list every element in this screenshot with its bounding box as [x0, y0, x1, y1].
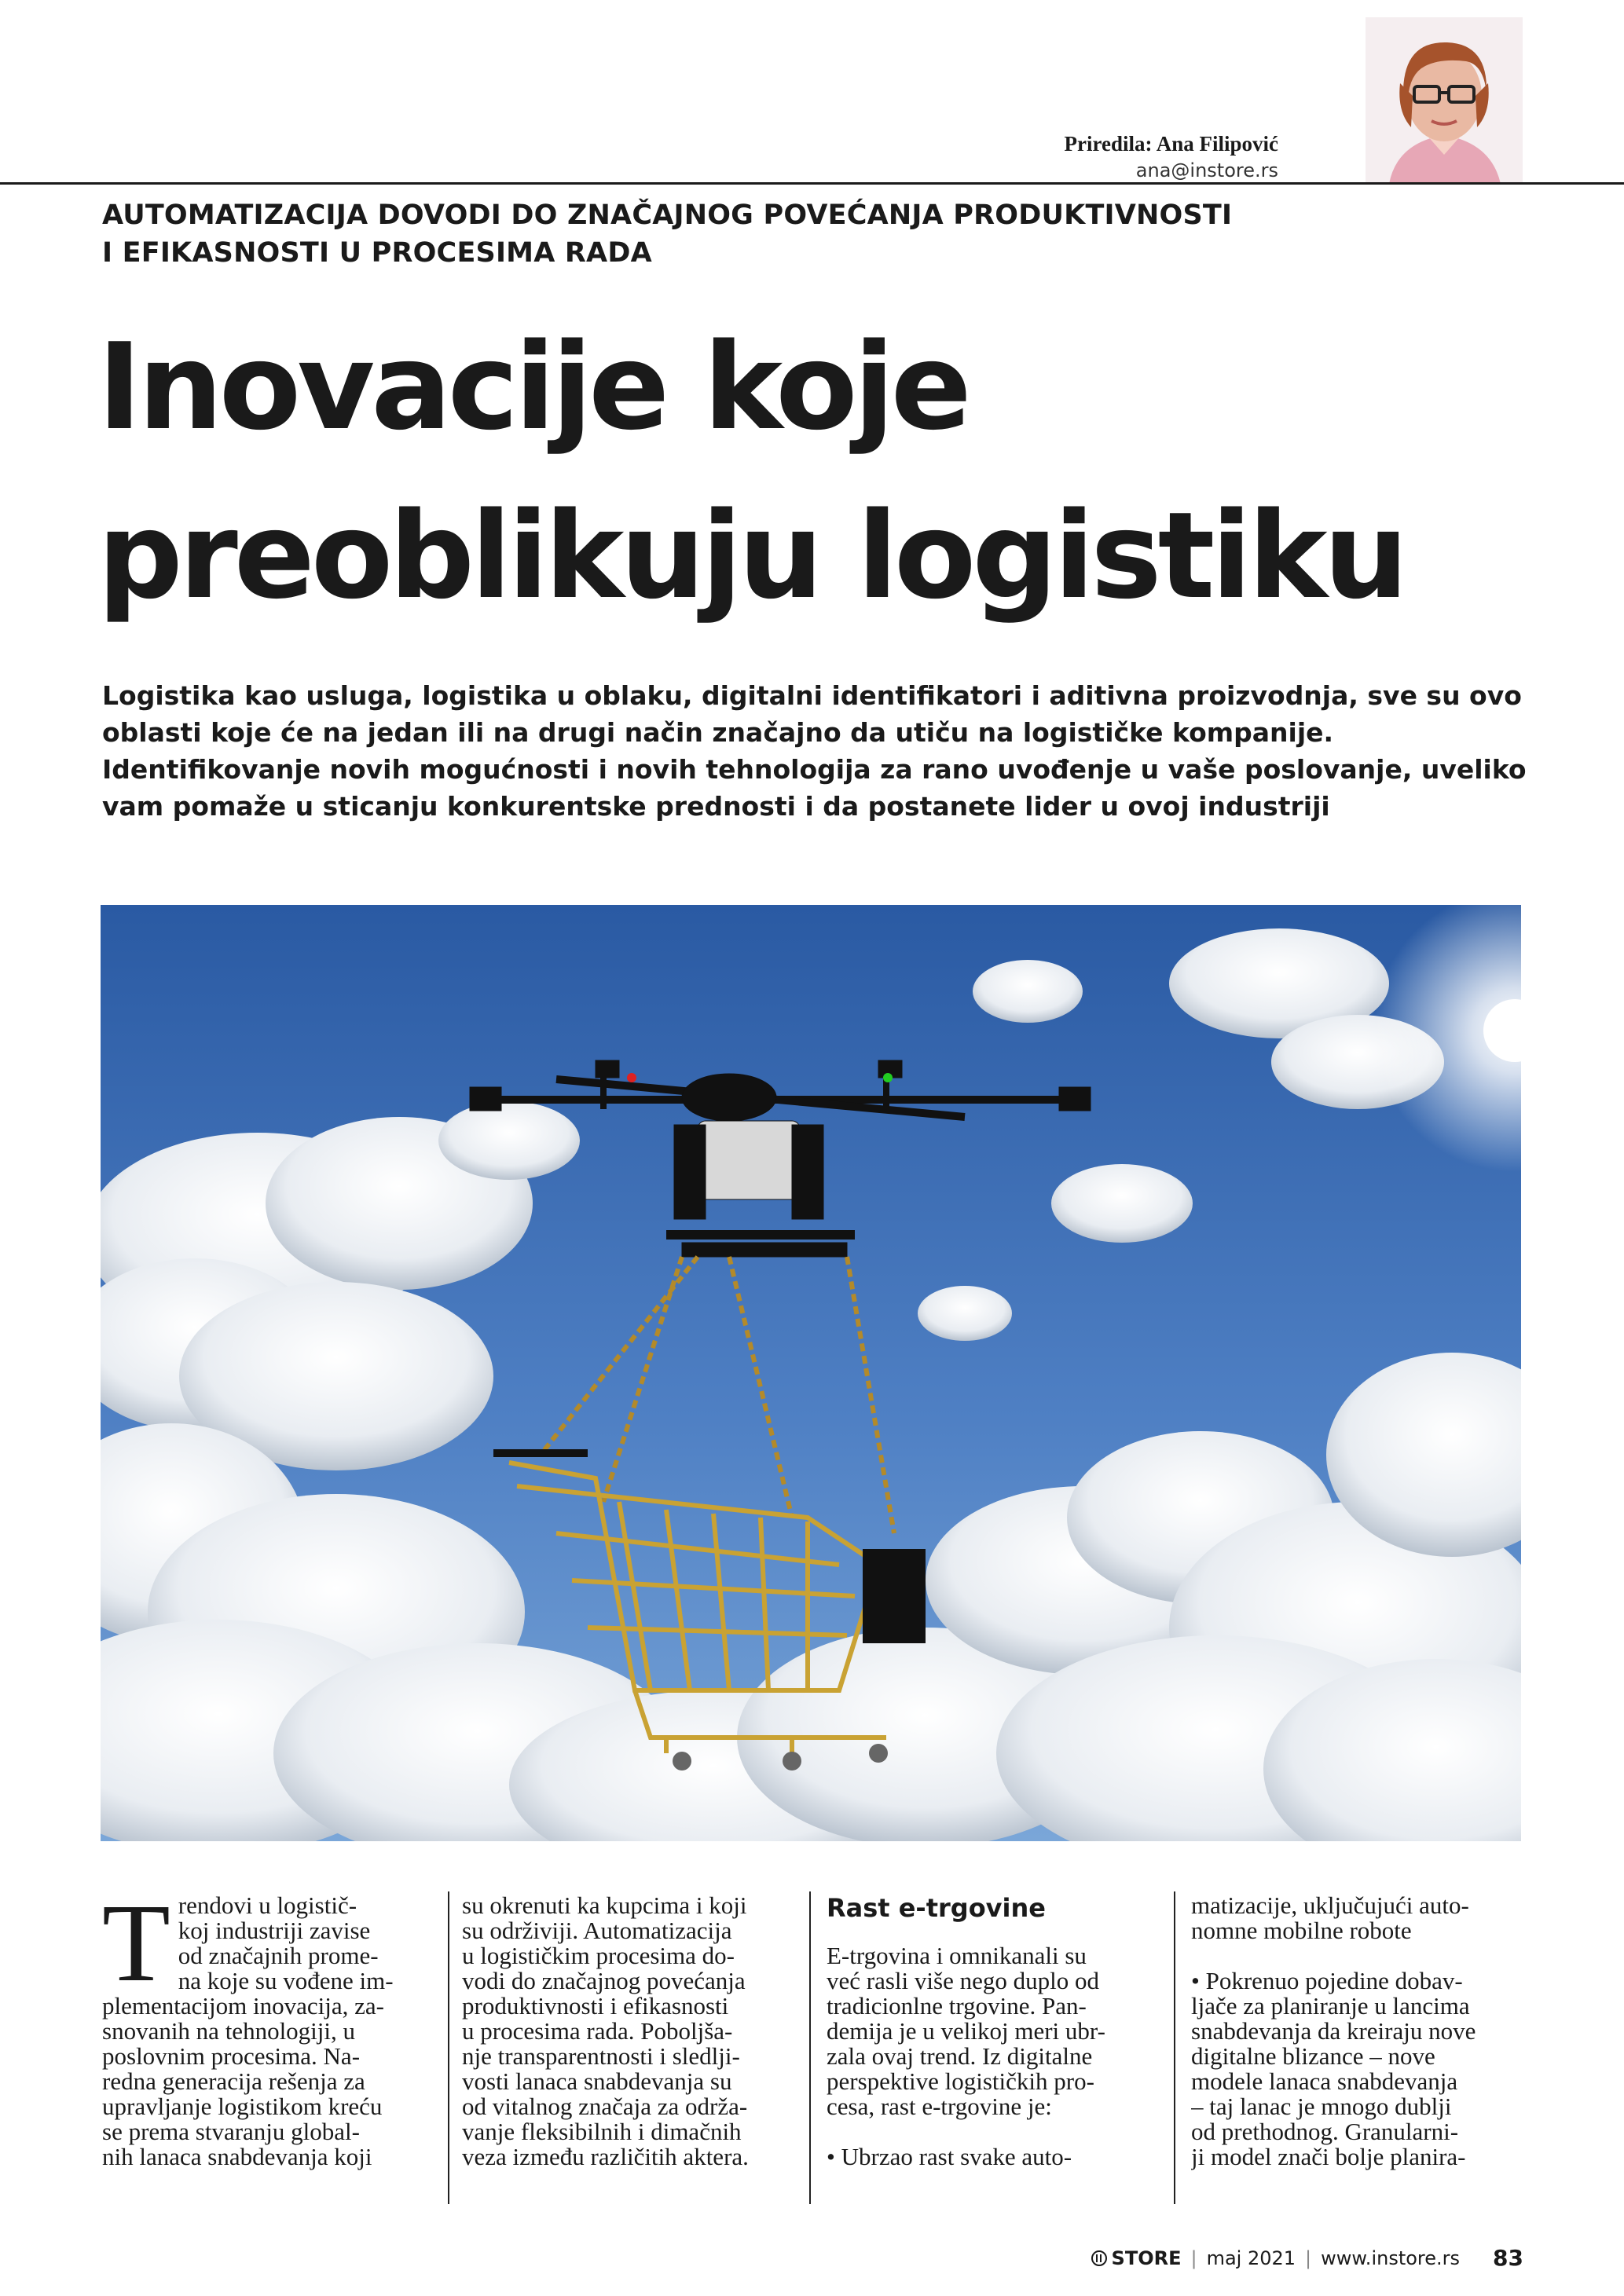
drone-shopping-cart-photo: [101, 905, 1521, 1841]
col4-line: snabdevanja da kreiraju nove: [1191, 2017, 1476, 2045]
col4-line: – taj lanac je mnogo dublji: [1191, 2093, 1452, 2120]
column-divider: [809, 1891, 811, 2204]
footer-separator: |: [1190, 2247, 1197, 2269]
col3-line: demija je u velikoj meri ubr-: [827, 2017, 1105, 2045]
col2-line: produktivnosti i efikasnosti: [462, 1992, 729, 2020]
col2-line: u logističkim procesima do-: [462, 1942, 735, 1969]
col1-line: redna generacija rešenja za: [102, 2067, 365, 2095]
body-column-3: [827, 1893, 1157, 2201]
headline-line-2: preoblikuju logistiku: [97, 486, 1405, 625]
lead-paragraph: Logistika kao usluga, logistika u oblaku, digitalni identifikatori i aditivna proizvodnja, sve su ovo oblasti koje će na jedan ili na drugi način značajno da utiču na logističke kompanije. Identifikovanje novih mogućnosti i novih tehnologija za rano uvođenje u vaše poslovanje, uveliko vam pomaže u sticanju konkurentske prednosti i da postanete lider u ovoj industriji: [102, 680, 1527, 822]
section-subhead: Rast e-trgovine: [827, 1893, 1046, 1923]
col2-line: od vitalnog značaja za održa-: [462, 2093, 748, 2120]
page-footer: [1091, 2245, 1523, 2271]
col3-line: zala ovaj trend. Iz digitalne: [827, 2042, 1093, 2070]
author-email[interactable]: ana@instore.rs: [1135, 159, 1278, 181]
col3-line: perspektive logističkih pro-: [827, 2067, 1094, 2095]
col3-bullet: • Ubrzao rast svake auto-: [827, 2143, 1072, 2170]
kicker-line-1: AUTOMATIZACIJA DOVODI DO ZNAČAJNOG POVEĆANJA PRODUKTIVNOSTI: [102, 200, 1233, 231]
col4-line: modele lanaca snabdevanja: [1191, 2067, 1458, 2095]
footer-brand-label: STORE: [1111, 2247, 1182, 2269]
col4-line: nomne mobilne robote: [1191, 1917, 1412, 1944]
footer-separator: |: [1305, 2247, 1312, 2269]
col1-line: poslovnim procesima. Na-: [102, 2042, 361, 2070]
col4-line: ji model znači bolje planira-: [1191, 2143, 1466, 2170]
header-rule: [0, 182, 1624, 185]
col2-line: vodi do značajnog povećanja: [462, 1967, 746, 1994]
col4-line: od prethodnog. Granularni-: [1191, 2118, 1459, 2145]
headline-line-1: Inovacije koje: [97, 317, 968, 456]
col2-line: vanje fleksibilnih i dimačnih: [462, 2118, 742, 2145]
col1-line: se prema stvaranju global-: [102, 2118, 360, 2145]
drop-cap: T: [102, 1893, 170, 2005]
footer-issue: maj 2021: [1206, 2247, 1296, 2269]
col3-line: tradicionlne trgovine. Pan-: [827, 1992, 1087, 2020]
footer-brand: [1091, 2247, 1182, 2269]
col4-line: matizacije, uključujući auto-: [1191, 1893, 1469, 1919]
col3-line: već rasli više nego duplo od: [827, 1967, 1099, 1994]
col1-line: snovanih na tehnologiji, u: [102, 2017, 356, 2045]
column-divider: [1174, 1891, 1175, 2204]
col3-line: cesa, rast e-trgovine je:: [827, 2093, 1052, 2120]
col1-line: od značajnih prome-: [178, 1942, 379, 1969]
col1-line: koj industriji zavise: [178, 1917, 371, 1944]
col1-line: upravljanje logistikom kreću: [102, 2093, 383, 2120]
col2-line: nje transparentnosti i sledlji-: [462, 2042, 740, 2070]
author-portrait: [1366, 17, 1523, 184]
body-column-2: [462, 1893, 792, 2201]
col2-line: su okrenuti ka kupcima i koji: [462, 1893, 747, 1919]
footer-url[interactable]: www.instore.rs: [1321, 2247, 1461, 2269]
headline: [97, 302, 1575, 640]
body-column-1: [102, 1893, 432, 2201]
instore-logo-icon: [1091, 2250, 1107, 2266]
col2-line: veza između različitih aktera.: [462, 2143, 749, 2170]
col1-line: na koje su vođene im-: [178, 1967, 394, 1994]
page-number: 83: [1493, 2245, 1523, 2271]
col4-line: digitalne blizance – nove: [1191, 2042, 1435, 2070]
col1-line: nih lanaca snabdevanja koji: [102, 2143, 372, 2170]
col3-line: E-trgovina i omnikanali su: [827, 1942, 1087, 1969]
byline: [1065, 130, 1279, 184]
kicker: [102, 196, 1281, 272]
body-column-4: [1191, 1893, 1521, 2201]
kicker-line-2: I EFIKASNOSTI U PROCESIMA RADA: [102, 237, 652, 269]
col2-line: su održiviji. Automatizacija: [462, 1917, 732, 1944]
col4-line: • Pokrenuo pojedine dobav-: [1191, 1967, 1463, 1994]
col1-line: plementacijom inovacija, za-: [102, 1992, 384, 2020]
col1-line: rendovi u logistič-: [178, 1893, 357, 1919]
col4-line: ljače za planiranje u lancima: [1191, 1992, 1470, 2020]
col2-line: u procesima rada. Poboljša-: [462, 2017, 733, 2045]
author-name: Priredila: Ana Filipović: [1064, 132, 1278, 156]
col2-line: vosti lanaca snabdevanja su: [462, 2067, 732, 2095]
column-divider: [448, 1891, 449, 2204]
